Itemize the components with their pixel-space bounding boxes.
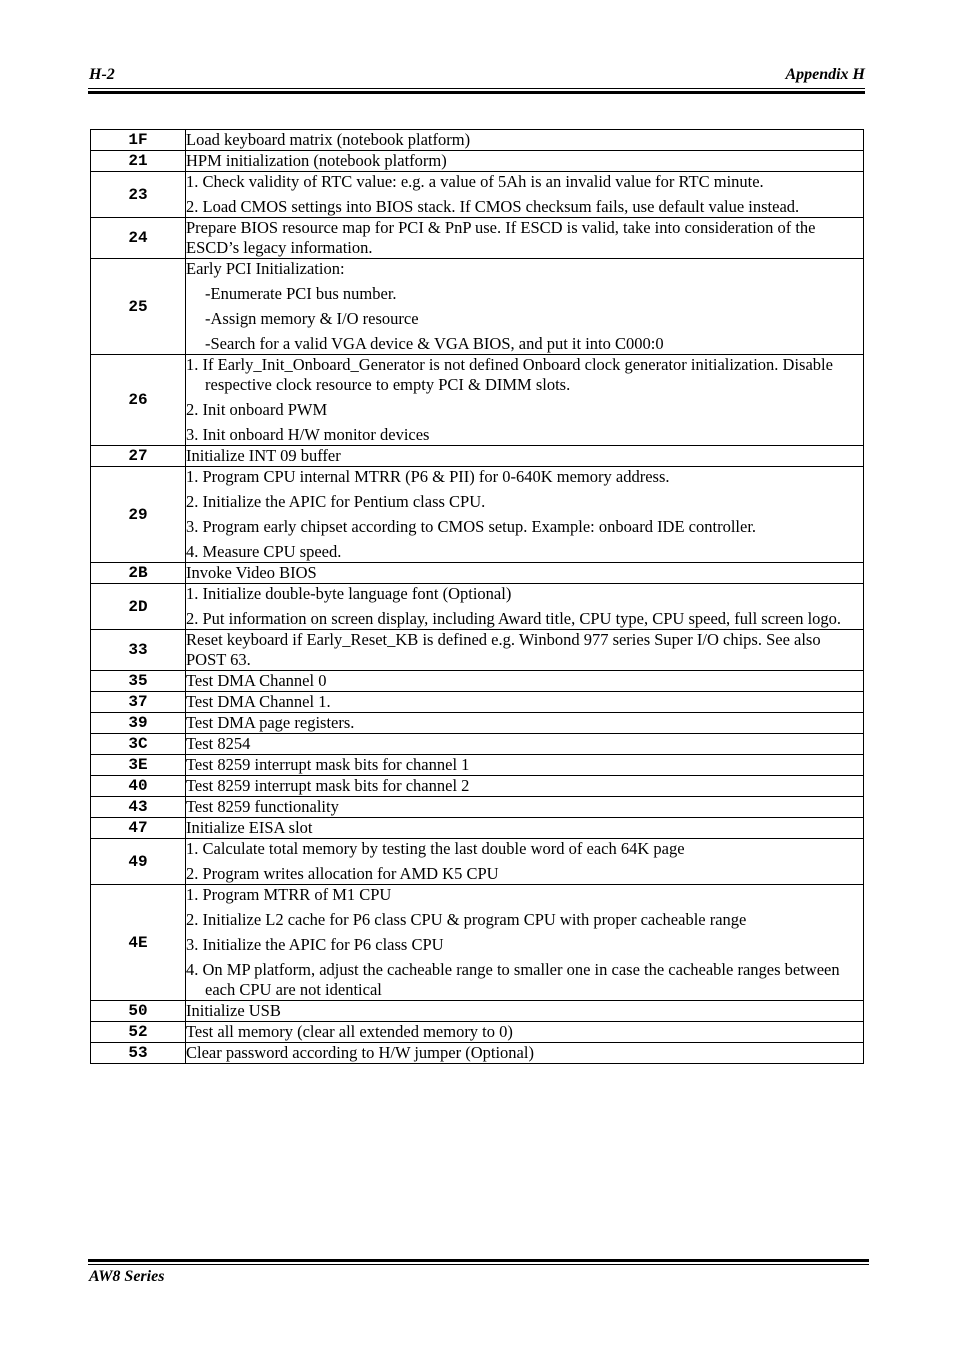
post-description [186, 713, 864, 734]
description-list-item: 1. If Early_Init_Onboard_Generator is not defined Onboard clock generator initialization. Disable respective clock resource to empty PCI & DIMM slots. [186, 355, 833, 394]
description-subitem: -Search for a valid VGA device & VGA BIOS, and put it into C000:0 [205, 334, 664, 353]
post-code: 40 [91, 776, 186, 797]
post-code: 53 [91, 1043, 186, 1064]
post-code-table-body [91, 130, 864, 1064]
post-code: 21 [91, 151, 186, 172]
post-description [186, 467, 864, 563]
table-row [91, 1001, 864, 1022]
table-row [91, 630, 864, 671]
description-subitem: -Enumerate PCI bus number. [205, 284, 397, 303]
description-text: Load keyboard matrix (notebook platform) [186, 130, 471, 149]
description-text: Test 8259 interrupt mask bits for channel 1 [186, 755, 470, 774]
table-row [91, 172, 864, 218]
post-code: 49 [91, 839, 186, 885]
post-code-table [90, 129, 864, 1064]
description-text: Test 8254 [186, 734, 251, 753]
post-description [186, 1022, 864, 1043]
description-text: Initialize USB [186, 1001, 281, 1020]
post-description [186, 151, 864, 172]
post-description [186, 172, 864, 218]
table-row [91, 776, 864, 797]
description-text: Early PCI Initialization: [186, 259, 345, 278]
description-list-item: 4. Measure CPU speed. [186, 542, 342, 561]
table-row [91, 885, 864, 1001]
post-description [186, 584, 864, 630]
description-subitem: -Assign memory & I/O resource [205, 309, 419, 328]
description-list-item: 3. Program early chipset according to CMOS setup. Example: onboard IDE controller. [186, 517, 757, 536]
post-code: 23 [91, 172, 186, 218]
description-list-item: 1. Check validity of RTC value: e.g. a value of 5Ah is an invalid value for RTC minute. [186, 172, 764, 191]
description-text: Test DMA Channel 1. [186, 692, 331, 711]
footer-rule-thick [88, 1259, 869, 1262]
description-text: Reset keyboard if Early_Reset_KB is defined e.g. Winbond 977 series Super I/O chips. See also POST 63. [186, 630, 821, 669]
post-code: 39 [91, 713, 186, 734]
post-code: 25 [91, 259, 186, 355]
post-code: 27 [91, 446, 186, 467]
description-list-item: 1. Calculate total memory by testing the last double word of each 64K page [186, 839, 685, 858]
post-description [186, 671, 864, 692]
post-description [186, 692, 864, 713]
post-code: 37 [91, 692, 186, 713]
post-description [186, 776, 864, 797]
post-code: 33 [91, 630, 186, 671]
post-description [186, 818, 864, 839]
description-list-item: 2. Program writes allocation for AMD K5 CPU [186, 864, 499, 883]
table-row [91, 259, 864, 355]
post-description [186, 839, 864, 885]
post-description [186, 355, 864, 446]
description-list-item: 2. Initialize the APIC for Pentium class CPU. [186, 492, 486, 511]
post-description [186, 734, 864, 755]
header-rule-thin [88, 88, 865, 89]
post-description [186, 885, 864, 1001]
page-number: H-2 [89, 66, 115, 83]
post-code: 43 [91, 797, 186, 818]
description-list-item: 1. Initialize double-byte language font (Optional) [186, 584, 512, 603]
post-description [186, 1043, 864, 1064]
description-text: Test all memory (clear all extended memory to 0) [186, 1022, 513, 1041]
table-row [91, 671, 864, 692]
post-description [186, 446, 864, 467]
post-code: 1F [91, 130, 186, 151]
post-description [186, 755, 864, 776]
table-row [91, 130, 864, 151]
table-row [91, 839, 864, 885]
description-list-item: 3. Init onboard H/W monitor devices [186, 425, 430, 444]
description-text: Initialize EISA slot [186, 818, 313, 837]
post-description [186, 1001, 864, 1022]
description-list-item: 4. On MP platform, adjust the cacheable range to smaller one in case the cacheable ranges between each CPU are not identical [186, 960, 840, 999]
description-text: Prepare BIOS resource map for PCI & PnP use. If ESCD is valid, take into consideration of the ESCD’s legacy information. [186, 218, 816, 257]
header-rule-thick [88, 91, 865, 94]
table-row [91, 797, 864, 818]
table-row [91, 1022, 864, 1043]
description-text: Test DMA Channel 0 [186, 671, 327, 690]
post-description [186, 218, 864, 259]
table-row [91, 734, 864, 755]
description-text: Invoke Video BIOS [186, 563, 317, 582]
description-list-item: 2. Init onboard PWM [186, 400, 328, 419]
post-code: 26 [91, 355, 186, 446]
description-text: Test 8259 interrupt mask bits for channel 2 [186, 776, 470, 795]
table-row [91, 355, 864, 446]
post-code: 35 [91, 671, 186, 692]
post-code: 4E [91, 885, 186, 1001]
description-text: Initialize INT 09 buffer [186, 446, 341, 465]
table-row [91, 446, 864, 467]
page-header [89, 64, 865, 86]
description-list-item: 3. Initialize the APIC for P6 class CPU [186, 935, 444, 954]
post-code: 47 [91, 818, 186, 839]
post-description [186, 259, 864, 355]
post-description [186, 563, 864, 584]
description-text: Clear password according to H/W jumper (Optional) [186, 1043, 534, 1062]
table-row [91, 584, 864, 630]
table-row [91, 151, 864, 172]
post-code: 29 [91, 467, 186, 563]
post-code: 2D [91, 584, 186, 630]
table-row [91, 755, 864, 776]
description-text: HPM initialization (notebook platform) [186, 151, 447, 170]
table-row [91, 713, 864, 734]
footer-rule-thin [88, 1264, 869, 1265]
post-code: 24 [91, 218, 186, 259]
table-row [91, 218, 864, 259]
description-list-item: 1. Program CPU internal MTRR (P6 & PII) for 0-640K memory address. [186, 467, 670, 486]
post-description [186, 797, 864, 818]
description-list-item: 2. Load CMOS settings into BIOS stack. If CMOS checksum fails, use default value instead. [186, 197, 800, 216]
footer-series-name: AW8 Series [89, 1268, 165, 1285]
table-row [91, 1043, 864, 1064]
table-row [91, 818, 864, 839]
post-code: 3E [91, 755, 186, 776]
table-row [91, 467, 864, 563]
description-list-item: 2. Initialize L2 cache for P6 class CPU & program CPU with proper cacheable range [186, 910, 747, 929]
table-row [91, 563, 864, 584]
post-description [186, 630, 864, 671]
chapter-title: Appendix H [785, 66, 865, 83]
post-code: 50 [91, 1001, 186, 1022]
post-code: 3C [91, 734, 186, 755]
post-description [186, 130, 864, 151]
description-list-item: 2. Put information on screen display, including Award title, CPU type, CPU speed, full screen logo. [186, 609, 842, 628]
post-code: 2B [91, 563, 186, 584]
description-text: Test 8259 functionality [186, 797, 339, 816]
post-code: 52 [91, 1022, 186, 1043]
description-list-item: 1. Program MTRR of M1 CPU [186, 885, 392, 904]
table-row [91, 692, 864, 713]
description-text: Test DMA page registers. [186, 713, 355, 732]
